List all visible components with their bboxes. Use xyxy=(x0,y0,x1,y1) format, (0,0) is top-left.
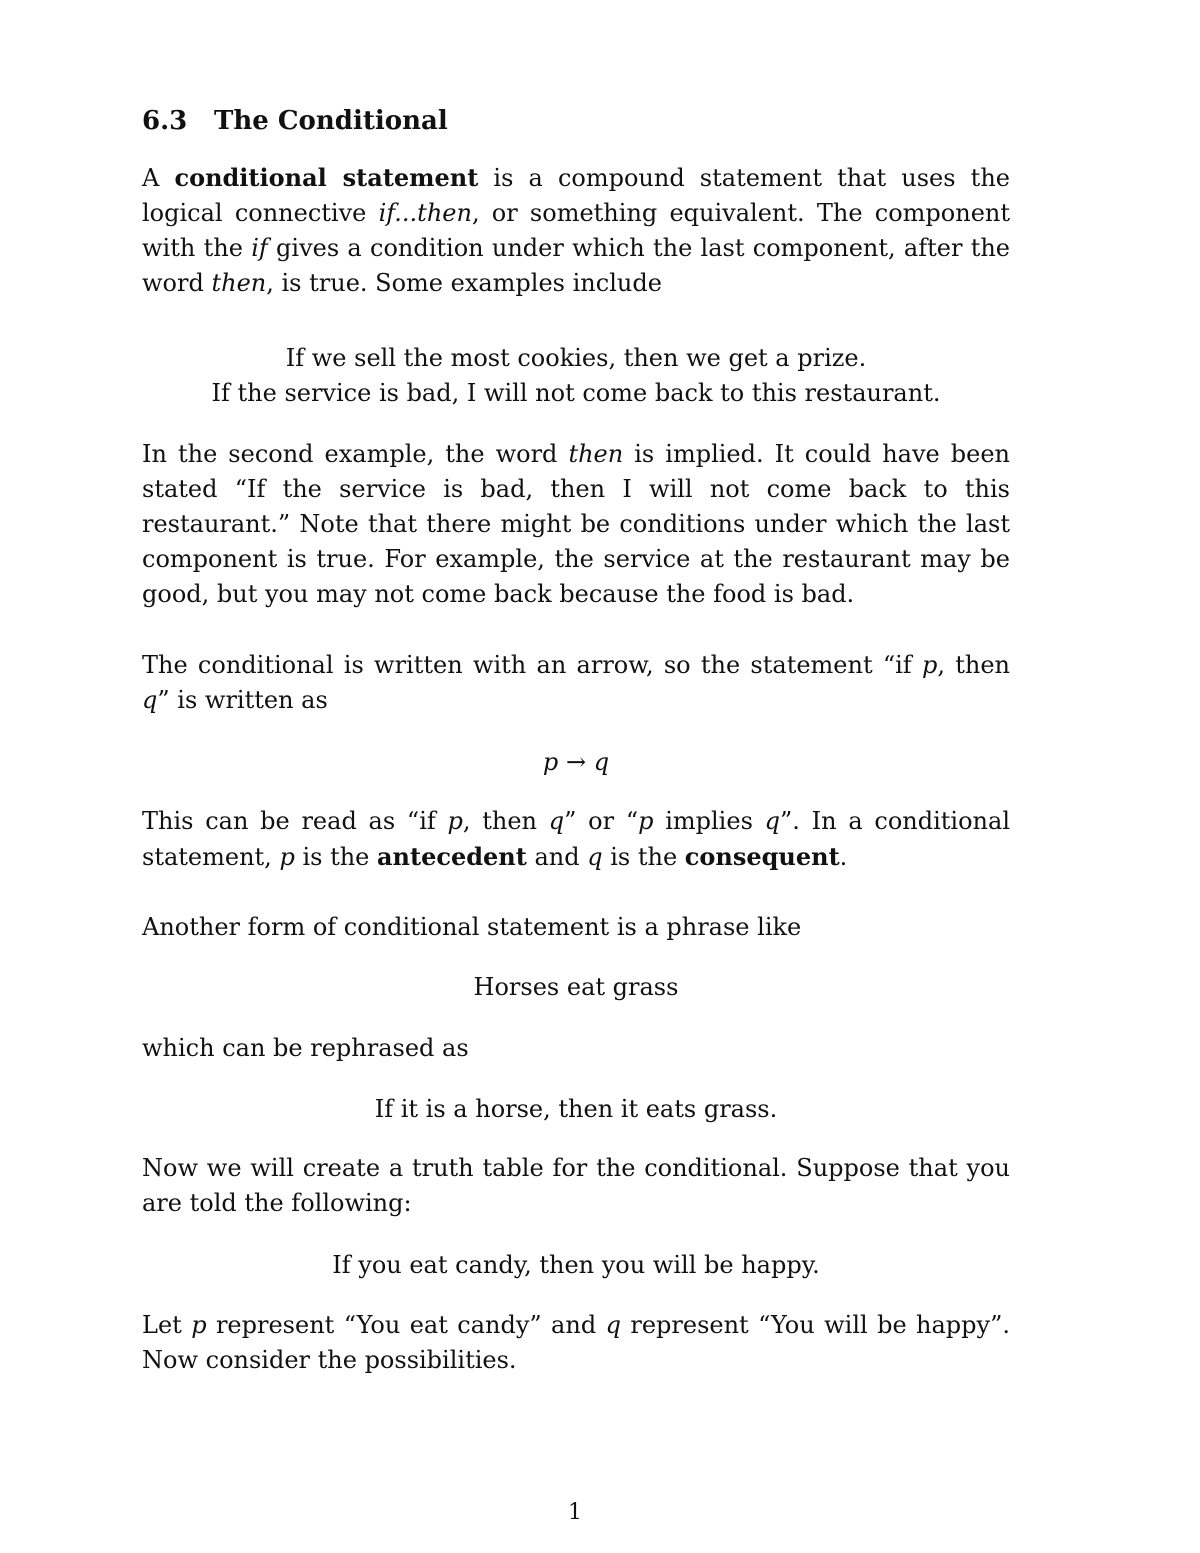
paragraph-let-p: Let p represent “You eat candy” and q represent “You will be happy”. Now consider the possibilities. xyxy=(142,1311,1010,1374)
example-candy: If you eat candy, then you will be happy. xyxy=(332,1251,820,1279)
term-antecedent: antecedent xyxy=(377,842,527,871)
example-cookies: If we sell the most cookies, then we get a prize. xyxy=(285,344,867,372)
paragraph-second-example: In the second example, the word then is implied. It could have been stated “If the service is bad, then I will not come back to this restaurant.” Note that there might be conditions under which the last component is true. For example, the service at the restaurant may be good, but you may not come back because the food is bad. xyxy=(142,440,1010,608)
page-number: 1 xyxy=(568,1500,582,1525)
example-horse-if: If it is a horse, then it eats grass. xyxy=(374,1095,778,1123)
paragraph-another-form: Another form of conditional statement is a phrase like xyxy=(142,913,802,941)
paragraph-reading: This can be read as “if p, then q” or “p implies q”. In a conditional statement, p is the antecedent and q is the consequent. xyxy=(142,807,1010,871)
paragraph-arrow-notation: The conditional is written with an arrow, so the statement “if p, then q” is written as xyxy=(142,651,1010,714)
paragraph-rephrased: which can be rephrased as xyxy=(142,1034,469,1062)
term-conditional-statement: conditional statement xyxy=(174,163,479,192)
example-restaurant: If the service is bad, I will not come back to this restaurant. xyxy=(211,379,941,407)
section-title: The Conditional xyxy=(214,106,448,136)
paragraph-truth-table: Now we will create a truth table for the conditional. Suppose that you are told the following: xyxy=(142,1154,1010,1217)
section-number: 6.3 xyxy=(142,106,188,136)
example-horses: Horses eat grass xyxy=(473,973,679,1001)
section-heading xyxy=(142,104,448,139)
term-consequent: consequent xyxy=(684,842,840,871)
paragraph-definition: A conditional statement is a compound statement that uses the logical connective if...then, or something equivalent. The component with the if gives a condition under which the last component, after the word then, is true. Some examples include xyxy=(142,163,1010,297)
arrow-symbol: → xyxy=(565,748,587,776)
conditional-formula: p → q xyxy=(542,748,610,776)
